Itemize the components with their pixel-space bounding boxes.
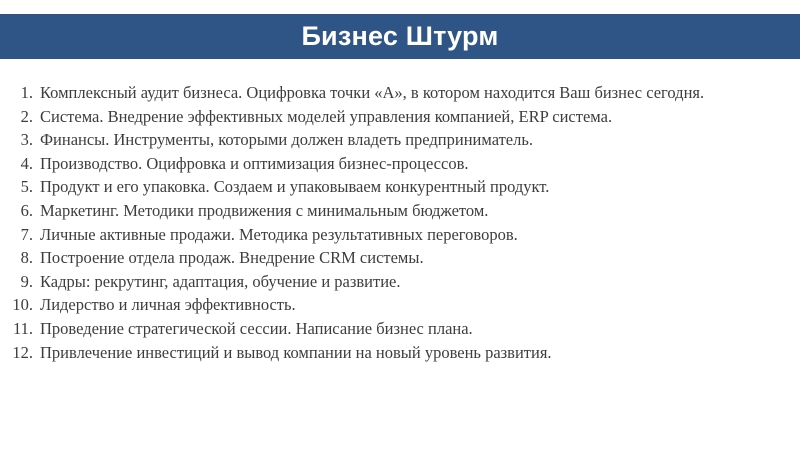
list-item-text: Финансы. Инструменты, которыми должен владеть предприниматель. <box>40 130 534 150</box>
list-item-number: 2. <box>20 106 33 126</box>
list-item <box>0 342 800 363</box>
list-item-text: Кадры: рекрутинг, адаптация, обучение и развитие. <box>40 271 401 291</box>
list-item-number: 9. <box>20 271 33 291</box>
list-item <box>0 176 800 197</box>
list-item-text: Система. Внедрение эффективных моделей управления компанией, ERP система. <box>40 106 613 126</box>
list-item-text: Личные активные продажи. Методика результативных переговоров. <box>40 224 518 244</box>
list-item <box>0 200 800 221</box>
list-item <box>0 153 800 174</box>
list-item <box>0 224 800 245</box>
list-item-number: 1. <box>20 83 33 102</box>
list-item <box>0 271 800 292</box>
list-item-number: 7. <box>20 224 33 244</box>
list-item-number: 12. <box>12 342 33 362</box>
list-item-number: 10. <box>12 295 33 315</box>
list-item-number: 6. <box>20 200 33 220</box>
list-item-text: Лидерство и личная эффективность. <box>40 295 296 315</box>
list-item <box>0 129 800 150</box>
numbered-list <box>0 82 800 365</box>
title-banner <box>0 14 800 59</box>
list-item <box>0 106 800 127</box>
list-item-text: Построение отдела продаж. Внедрение CRM системы. <box>40 248 424 268</box>
list-item-number: 5. <box>20 177 33 197</box>
list-item <box>0 82 800 103</box>
list-item-number: 11. <box>12 318 33 338</box>
list-item-text: Продукт и его упаковка. Создаем и упаковываем конкурентный продукт. <box>40 177 550 197</box>
list-item-number: 4. <box>20 153 33 173</box>
list-item-text: Маркетинг. Методики продвижения с минимальным бюджетом. <box>40 200 489 220</box>
list-item-text: Проведение стратегической сессии. Написание бизнес плана. <box>40 318 473 338</box>
list-item <box>0 247 800 268</box>
list-item <box>0 294 800 315</box>
list-item-text: Привлечение инвестиций и вывод компании на новый уровень развития. <box>40 342 552 362</box>
list-item-number: 8. <box>20 248 33 268</box>
list-item <box>0 318 800 339</box>
list-item-text: Комплексный аудит бизнеса. Оцифровка точки «А», в котором находится Ваш бизнес сегодня. <box>40 83 705 102</box>
page-title: Бизнес Штурм <box>301 21 499 51</box>
list-item-text: Производство. Оцифровка и оптимизация бизнес-процессов. <box>40 153 469 173</box>
list-item-number: 3. <box>20 130 33 150</box>
